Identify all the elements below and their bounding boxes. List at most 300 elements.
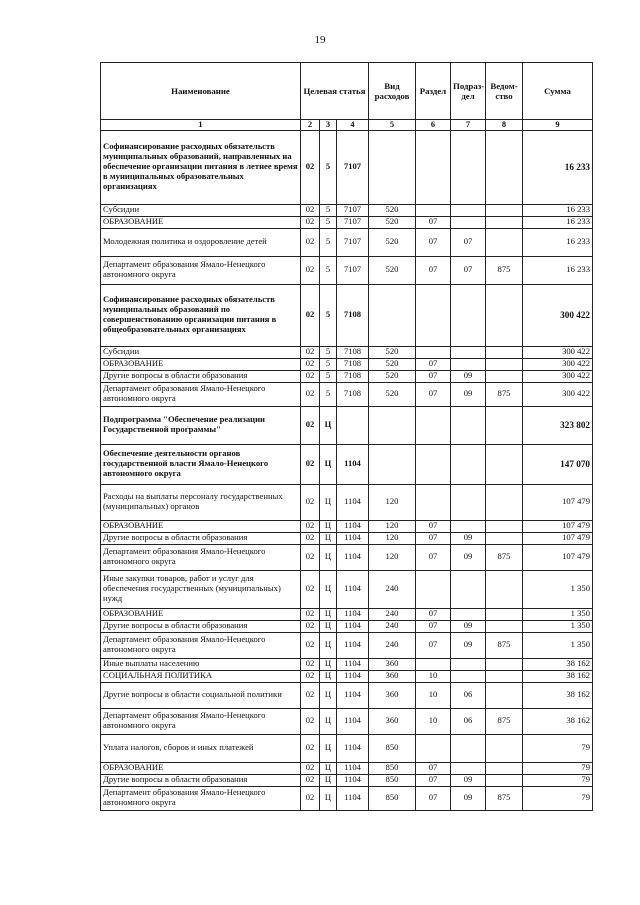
table-row <box>101 204 593 216</box>
cell-name: ОБРАЗОВАНИЕ <box>101 762 301 774</box>
cell-direction: 1104 <box>337 520 369 532</box>
cell-program: 02 <box>301 632 320 658</box>
table-row <box>101 130 593 204</box>
cell-program: 02 <box>301 620 320 632</box>
header-section: Раздел <box>416 63 451 120</box>
cell-section <box>416 130 451 204</box>
cell-sum: 79 <box>523 774 593 786</box>
cell-subprogram: Ц <box>320 632 337 658</box>
cell-section: 07 <box>416 608 451 620</box>
header-sum: Сумма <box>523 63 593 120</box>
cell-direction: 1104 <box>337 670 369 682</box>
cell-section <box>416 570 451 608</box>
cell-sum: 38 162 <box>523 658 593 670</box>
cell-program: 02 <box>301 228 320 256</box>
cell-expense-type <box>369 130 416 204</box>
table-row <box>101 532 593 544</box>
cell-expense-type: 520 <box>369 358 416 370</box>
column-index-row <box>101 120 593 131</box>
table-row <box>101 284 593 346</box>
cell-department: 875 <box>486 256 523 284</box>
cell-direction: 1104 <box>337 632 369 658</box>
cell-department <box>486 620 523 632</box>
cell-program: 02 <box>301 570 320 608</box>
cell-department <box>486 608 523 620</box>
cell-expense-type: 520 <box>369 228 416 256</box>
cell-direction: 1104 <box>337 734 369 762</box>
cell-direction: 1104 <box>337 444 369 484</box>
cell-subprogram: Ц <box>320 708 337 734</box>
column-index: 6 <box>416 120 451 131</box>
cell-name: Уплата налогов, сборов и иных платежей <box>101 734 301 762</box>
cell-subsection: 09 <box>451 544 486 570</box>
cell-direction: 7108 <box>337 346 369 358</box>
cell-name: Департамент образования Ямало-Ненецкого автономного округа <box>101 544 301 570</box>
cell-expense-type: 240 <box>369 620 416 632</box>
cell-section <box>416 204 451 216</box>
table-row <box>101 786 593 810</box>
column-index: 9 <box>523 120 593 131</box>
cell-department <box>486 216 523 228</box>
cell-direction: 7108 <box>337 370 369 382</box>
cell-name: Другие вопросы в области социальной политики <box>101 682 301 708</box>
table-row <box>101 570 593 608</box>
cell-name: Молодежная политика и оздоровление детей <box>101 228 301 256</box>
cell-subprogram: Ц <box>320 670 337 682</box>
cell-direction: 7107 <box>337 228 369 256</box>
cell-department <box>486 228 523 256</box>
cell-program: 02 <box>301 786 320 810</box>
cell-name: Другие вопросы в области образования <box>101 774 301 786</box>
cell-subprogram: 5 <box>320 382 337 406</box>
cell-subprogram: 5 <box>320 284 337 346</box>
table-row <box>101 734 593 762</box>
cell-section: 07 <box>416 256 451 284</box>
cell-direction: 1104 <box>337 786 369 810</box>
cell-subsection: 09 <box>451 532 486 544</box>
cell-program: 02 <box>301 130 320 204</box>
cell-sum: 38 162 <box>523 682 593 708</box>
cell-expense-type: 520 <box>369 216 416 228</box>
cell-direction: 1104 <box>337 608 369 620</box>
cell-expense-type <box>369 444 416 484</box>
table-row <box>101 520 593 532</box>
cell-direction: 1104 <box>337 658 369 670</box>
cell-department <box>486 774 523 786</box>
cell-subsection: 09 <box>451 620 486 632</box>
cell-subprogram: Ц <box>320 734 337 762</box>
cell-expense-type: 360 <box>369 658 416 670</box>
cell-department <box>486 532 523 544</box>
cell-section: 07 <box>416 774 451 786</box>
cell-program: 02 <box>301 382 320 406</box>
cell-direction: 1104 <box>337 484 369 520</box>
table-row <box>101 346 593 358</box>
cell-direction: 1104 <box>337 774 369 786</box>
cell-program: 02 <box>301 406 320 444</box>
budget-table <box>100 62 593 811</box>
cell-department <box>486 370 523 382</box>
cell-department <box>486 284 523 346</box>
header-expense-type: Вид расходов <box>369 63 416 120</box>
header-department: Ведом-ство <box>486 63 523 120</box>
cell-department <box>486 682 523 708</box>
cell-name: ОБРАЗОВАНИЕ <box>101 216 301 228</box>
cell-subsection <box>451 130 486 204</box>
cell-sum: 16 233 <box>523 228 593 256</box>
table-row <box>101 544 593 570</box>
cell-program: 02 <box>301 774 320 786</box>
cell-direction: 1104 <box>337 532 369 544</box>
cell-subsection: 07 <box>451 256 486 284</box>
cell-sum: 79 <box>523 762 593 774</box>
header-target-article: Целевая статья <box>301 63 369 120</box>
cell-subprogram: Ц <box>320 484 337 520</box>
cell-subprogram: Ц <box>320 532 337 544</box>
cell-program: 02 <box>301 346 320 358</box>
cell-section <box>416 444 451 484</box>
column-index: 3 <box>320 120 337 131</box>
column-index: 2 <box>301 120 320 131</box>
cell-department <box>486 734 523 762</box>
cell-subsection: 09 <box>451 382 486 406</box>
cell-expense-type: 120 <box>369 520 416 532</box>
cell-direction: 7108 <box>337 382 369 406</box>
cell-expense-type: 240 <box>369 608 416 620</box>
table-row <box>101 382 593 406</box>
table-row <box>101 762 593 774</box>
cell-subsection <box>451 570 486 608</box>
cell-department <box>486 406 523 444</box>
cell-sum: 16 233 <box>523 130 593 204</box>
cell-subsection <box>451 346 486 358</box>
column-index: 7 <box>451 120 486 131</box>
table-row <box>101 228 593 256</box>
cell-subprogram: 5 <box>320 216 337 228</box>
cell-expense-type: 120 <box>369 544 416 570</box>
cell-subsection <box>451 406 486 444</box>
cell-section: 07 <box>416 762 451 774</box>
cell-department <box>486 658 523 670</box>
cell-subsection <box>451 734 486 762</box>
cell-subprogram: 5 <box>320 358 337 370</box>
cell-direction: 1104 <box>337 570 369 608</box>
cell-section <box>416 484 451 520</box>
cell-subsection: 06 <box>451 708 486 734</box>
cell-direction: 7107 <box>337 130 369 204</box>
cell-expense-type: 850 <box>369 762 416 774</box>
cell-sum: 300 422 <box>523 284 593 346</box>
cell-section: 10 <box>416 682 451 708</box>
cell-name: Софинансирование расходных обязательств муниципальных образований по совершенствованию организации питания в общеобразовательных организациях <box>101 284 301 346</box>
cell-sum: 16 233 <box>523 256 593 284</box>
cell-expense-type: 520 <box>369 346 416 358</box>
cell-subprogram: Ц <box>320 774 337 786</box>
cell-section: 07 <box>416 370 451 382</box>
cell-department <box>486 670 523 682</box>
cell-subprogram: Ц <box>320 762 337 774</box>
cell-department <box>486 358 523 370</box>
cell-name: Другие вопросы в области образования <box>101 370 301 382</box>
cell-name: Софинансирование расходных обязательств муниципальных образований, направленных на обеспечение организации питания в летнее время в муниципальных образовательных организациях <box>101 130 301 204</box>
cell-expense-type: 360 <box>369 708 416 734</box>
cell-section <box>416 284 451 346</box>
column-index: 1 <box>101 120 301 131</box>
cell-subsection <box>451 670 486 682</box>
cell-subsection: 09 <box>451 632 486 658</box>
cell-name: ОБРАЗОВАНИЕ <box>101 358 301 370</box>
cell-section <box>416 406 451 444</box>
cell-department: 875 <box>486 786 523 810</box>
table-row <box>101 632 593 658</box>
cell-program: 02 <box>301 370 320 382</box>
table-row <box>101 358 593 370</box>
cell-section <box>416 346 451 358</box>
cell-section: 07 <box>416 358 451 370</box>
column-index: 5 <box>369 120 416 131</box>
cell-subprogram: Ц <box>320 570 337 608</box>
cell-program: 02 <box>301 284 320 346</box>
table-row <box>101 608 593 620</box>
cell-subprogram: 5 <box>320 346 337 358</box>
cell-program: 02 <box>301 658 320 670</box>
cell-direction: 7108 <box>337 284 369 346</box>
cell-section: 07 <box>416 382 451 406</box>
cell-direction: 1104 <box>337 708 369 734</box>
cell-program: 02 <box>301 762 320 774</box>
cell-name: ОБРАЗОВАНИЕ <box>101 520 301 532</box>
table-row <box>101 370 593 382</box>
cell-sum: 79 <box>523 734 593 762</box>
cell-name: Иные выплаты населению <box>101 658 301 670</box>
cell-subprogram: Ц <box>320 444 337 484</box>
cell-program: 02 <box>301 216 320 228</box>
cell-direction: 7107 <box>337 204 369 216</box>
cell-program: 02 <box>301 544 320 570</box>
cell-name: ОБРАЗОВАНИЕ <box>101 608 301 620</box>
cell-program: 02 <box>301 484 320 520</box>
cell-department <box>486 484 523 520</box>
cell-program: 02 <box>301 734 320 762</box>
cell-sum: 300 422 <box>523 358 593 370</box>
cell-program: 02 <box>301 358 320 370</box>
cell-expense-type: 360 <box>369 670 416 682</box>
cell-subsection: 07 <box>451 228 486 256</box>
cell-name: Субсидии <box>101 204 301 216</box>
cell-section: 10 <box>416 708 451 734</box>
cell-direction: 7107 <box>337 216 369 228</box>
header-name: Наименование <box>101 63 301 120</box>
cell-department <box>486 346 523 358</box>
cell-name: СОЦИАЛЬНАЯ ПОЛИТИКА <box>101 670 301 682</box>
cell-expense-type: 360 <box>369 682 416 708</box>
cell-subsection: 09 <box>451 774 486 786</box>
cell-sum: 147 070 <box>523 444 593 484</box>
cell-expense-type: 520 <box>369 382 416 406</box>
table-row <box>101 256 593 284</box>
cell-program: 02 <box>301 608 320 620</box>
table-row <box>101 658 593 670</box>
cell-subprogram: 5 <box>320 370 337 382</box>
cell-sum: 300 422 <box>523 382 593 406</box>
table-row <box>101 774 593 786</box>
cell-sum: 107 479 <box>523 484 593 520</box>
cell-subprogram: Ц <box>320 620 337 632</box>
cell-name: Департамент образования Ямало-Ненецкого автономного округа <box>101 382 301 406</box>
cell-program: 02 <box>301 682 320 708</box>
cell-name: Подпрограмма "Обеспечение реализации Государственной программы" <box>101 406 301 444</box>
cell-subsection <box>451 216 486 228</box>
cell-name: Иные закупки товаров, работ и услуг для обеспечения государственных (муниципальных) нужд <box>101 570 301 608</box>
cell-subprogram: 5 <box>320 256 337 284</box>
cell-sum: 300 422 <box>523 346 593 358</box>
cell-section: 07 <box>416 620 451 632</box>
cell-subprogram: Ц <box>320 658 337 670</box>
page-number: 19 <box>314 34 326 46</box>
cell-department <box>486 130 523 204</box>
cell-sum: 38 162 <box>523 708 593 734</box>
cell-subprogram: 5 <box>320 204 337 216</box>
table-row <box>101 620 593 632</box>
table-row <box>101 444 593 484</box>
cell-expense-type: 520 <box>369 204 416 216</box>
cell-subprogram: Ц <box>320 544 337 570</box>
cell-name: Департамент образования Ямало-Ненецкого автономного округа <box>101 632 301 658</box>
cell-section: 07 <box>416 216 451 228</box>
cell-section <box>416 734 451 762</box>
cell-section: 07 <box>416 632 451 658</box>
cell-subsection <box>451 762 486 774</box>
cell-direction <box>337 406 369 444</box>
cell-program: 02 <box>301 520 320 532</box>
table-row <box>101 406 593 444</box>
cell-expense-type: 850 <box>369 786 416 810</box>
cell-name: Департамент образования Ямало-Ненецкого автономного округа <box>101 708 301 734</box>
cell-direction: 1104 <box>337 544 369 570</box>
cell-department <box>486 444 523 484</box>
cell-program: 02 <box>301 532 320 544</box>
cell-subprogram: 5 <box>320 228 337 256</box>
cell-program: 02 <box>301 204 320 216</box>
cell-subprogram: Ц <box>320 786 337 810</box>
cell-expense-type: 120 <box>369 532 416 544</box>
cell-department <box>486 570 523 608</box>
cell-section: 10 <box>416 670 451 682</box>
cell-section: 07 <box>416 520 451 532</box>
cell-subsection: 06 <box>451 682 486 708</box>
cell-department <box>486 204 523 216</box>
cell-department: 875 <box>486 708 523 734</box>
column-index: 4 <box>337 120 369 131</box>
cell-name: Обеспечение деятельности органов государственной власти Ямало-Ненецкого автономного округа <box>101 444 301 484</box>
column-index: 8 <box>486 120 523 131</box>
cell-name: Субсидии <box>101 346 301 358</box>
cell-subsection <box>451 520 486 532</box>
cell-expense-type: 240 <box>369 632 416 658</box>
cell-expense-type: 850 <box>369 774 416 786</box>
table-row <box>101 708 593 734</box>
cell-sum: 300 422 <box>523 370 593 382</box>
cell-department: 875 <box>486 382 523 406</box>
cell-sum: 1 350 <box>523 570 593 608</box>
cell-subprogram: Ц <box>320 406 337 444</box>
cell-sum: 16 233 <box>523 204 593 216</box>
cell-program: 02 <box>301 256 320 284</box>
cell-sum: 1 350 <box>523 608 593 620</box>
cell-department: 875 <box>486 544 523 570</box>
table-row <box>101 670 593 682</box>
table-row <box>101 484 593 520</box>
cell-section: 07 <box>416 786 451 810</box>
cell-subsection <box>451 484 486 520</box>
cell-program: 02 <box>301 444 320 484</box>
cell-expense-type: 120 <box>369 484 416 520</box>
cell-section <box>416 658 451 670</box>
cell-subsection <box>451 658 486 670</box>
cell-section: 07 <box>416 228 451 256</box>
cell-expense-type <box>369 284 416 346</box>
cell-name: Другие вопросы в области образования <box>101 532 301 544</box>
cell-direction: 1104 <box>337 682 369 708</box>
header-subsection: Подраз-дел <box>451 63 486 120</box>
cell-sum: 1 350 <box>523 632 593 658</box>
cell-direction: 1104 <box>337 762 369 774</box>
cell-expense-type: 240 <box>369 570 416 608</box>
cell-expense-type: 520 <box>369 256 416 284</box>
cell-subsection <box>451 284 486 346</box>
cell-expense-type: 520 <box>369 370 416 382</box>
cell-section: 07 <box>416 532 451 544</box>
cell-subprogram: Ц <box>320 608 337 620</box>
cell-subsection <box>451 204 486 216</box>
cell-department <box>486 762 523 774</box>
cell-department <box>486 520 523 532</box>
table-row <box>101 216 593 228</box>
cell-subsection: 09 <box>451 786 486 810</box>
cell-direction: 7107 <box>337 256 369 284</box>
cell-program: 02 <box>301 708 320 734</box>
cell-subsection <box>451 444 486 484</box>
cell-name: Другие вопросы в области образования <box>101 620 301 632</box>
header-row <box>101 63 593 120</box>
cell-sum: 107 479 <box>523 532 593 544</box>
cell-section: 07 <box>416 544 451 570</box>
cell-expense-type <box>369 406 416 444</box>
cell-subprogram: 5 <box>320 130 337 204</box>
cell-program: 02 <box>301 670 320 682</box>
cell-subprogram: Ц <box>320 520 337 532</box>
cell-sum: 1 350 <box>523 620 593 632</box>
cell-subprogram: Ц <box>320 682 337 708</box>
cell-sum: 323 802 <box>523 406 593 444</box>
cell-subsection <box>451 358 486 370</box>
cell-subsection <box>451 608 486 620</box>
cell-sum: 16 233 <box>523 216 593 228</box>
cell-direction: 1104 <box>337 620 369 632</box>
cell-name: Департамент образования Ямало-Ненецкого автономного округа <box>101 256 301 284</box>
table-row <box>101 682 593 708</box>
cell-sum: 79 <box>523 786 593 810</box>
cell-sum: 107 479 <box>523 544 593 570</box>
cell-sum: 107 479 <box>523 520 593 532</box>
cell-name: Расходы на выплаты персоналу государственных (муниципальных) органов <box>101 484 301 520</box>
cell-sum: 38 162 <box>523 670 593 682</box>
cell-direction: 7108 <box>337 358 369 370</box>
cell-expense-type: 850 <box>369 734 416 762</box>
cell-name: Департамент образования Ямало-Ненецкого автономного округа <box>101 786 301 810</box>
cell-subsection: 09 <box>451 370 486 382</box>
cell-department: 875 <box>486 632 523 658</box>
